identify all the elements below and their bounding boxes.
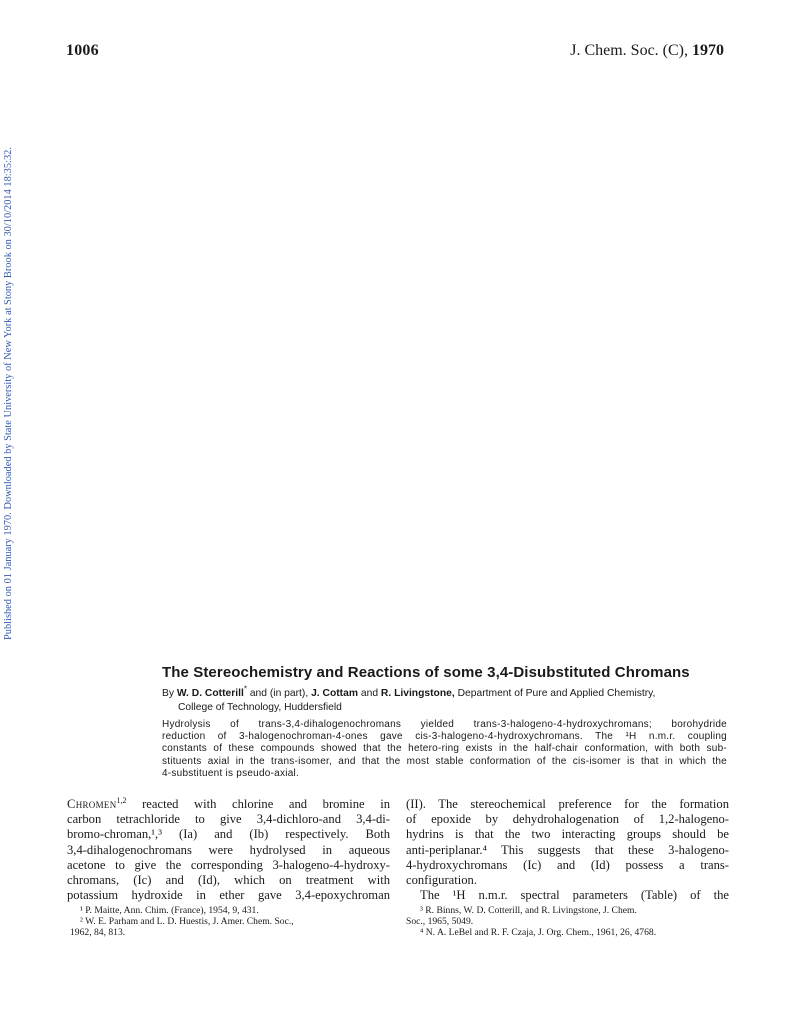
body-line: The ¹H n.m.r. spectral parameters (Table) of the	[420, 888, 729, 903]
affiliation-line-1: Department of Pure and Applied Chemistry,	[454, 688, 656, 699]
abstract-line: constants of these compounds showed that the hetero-ring exists in the half-chair conformation, with both sub-	[162, 743, 727, 755]
author-cotterill: W. D. Cotterill	[176, 688, 244, 699]
byline-by: By	[162, 688, 175, 699]
footnote: ³ R. Binns, W. D. Cotterill, and R. Livingstone, J. Chem.	[420, 905, 637, 916]
body-line: of epoxide by dehydrohalogenation of 1,2-halogeno-	[406, 812, 729, 827]
author-cottam: J. Cottam	[311, 688, 358, 699]
footnotes-left	[70, 905, 390, 939]
provenance-link[interactable]: Published on 01 January 1970. Downloaded by State University of New York at Stony Brook on 30/10/2014 18:35:32.	[3, 147, 14, 640]
footnote: Soc., 1965, 5049.	[406, 916, 474, 928]
body-line-text: reacted with chlorine and bromine in	[126, 797, 390, 811]
byline	[162, 684, 732, 715]
body-line: 4-hydroxychromans (Ic) and (Id) possess a trans-	[406, 857, 729, 872]
article-title: The Stereochemistry and Reactions of some 3,4-Disubstituted Chromans	[162, 664, 690, 681]
abstract-line: Hydrolysis of trans-3,4-dihalogenochromans yielded trans-3-halogeno-4-hydroxychromans; borohydride	[162, 719, 727, 730]
abstract-line: 4-substituent is pseudo-axial.	[162, 767, 300, 779]
journal-header	[570, 42, 724, 60]
corresponding-author-mark: *	[243, 684, 247, 694]
reference-marks: 1,2	[116, 795, 127, 805]
body-line: carbon tetrachloride to give 3,4-dichloro-and 3,4-di-	[67, 812, 390, 827]
footnote: ² W. E. Parham and L. D. Huestis, J. Amer. Chem. Soc.,	[80, 916, 294, 928]
body-line: acetone to give the corresponding 3-halogeno-4-hydroxy-	[67, 857, 390, 872]
footnotes-right	[406, 905, 729, 939]
dropcap-word: Chromen	[67, 797, 117, 811]
body-line: bromo-chroman,¹,³ (Ia) and (Ib) respectively. Both	[67, 827, 390, 842]
body-line: potassium hydroxide in ether gave 3,4-epoxychroman	[67, 888, 390, 903]
footnote: ¹ P. Maitte, Ann. Chim. (France), 1954, 9, 431.	[80, 905, 259, 916]
body-line: configuration.	[406, 873, 477, 888]
body-line: (II). The stereochemical preference for the formation	[406, 797, 729, 811]
body-column-right	[406, 797, 729, 903]
abstract-line: reduction of 3-halogenochroman-4-ones gave cis-3-halogeno-4-hydroxychromans. The ¹H n.m.r. coupling	[162, 731, 727, 743]
journal-year: 1970	[692, 42, 724, 59]
body-line	[67, 797, 390, 812]
body-line: 3,4-dihalogenochromans were hydrolysed in aqueous	[67, 842, 390, 857]
byline-and-in-part: and (in part),	[246, 688, 312, 699]
provenance-sidebar	[2, 40, 16, 640]
page-number: 1006	[66, 42, 99, 59]
body-line: hydrins is that the two interacting groups should be	[406, 827, 729, 842]
body-line: chromans, (Ic) and (Id), which on treatment with	[67, 873, 390, 888]
footnote: 1962, 84, 813.	[70, 927, 126, 939]
affiliation-line-2: College of Technology, Huddersfield	[178, 702, 342, 713]
body-line: anti-periplanar.⁴ This suggests that these 3-halogeno-	[406, 842, 729, 857]
abstract	[162, 719, 727, 780]
journal-name: J. Chem. Soc. (C),	[570, 42, 688, 59]
body-column-left	[67, 797, 390, 903]
footnote: ⁴ N. A. LeBel and R. F. Czaja, J. Org. Chem., 1961, 26, 4768.	[420, 927, 657, 939]
author-livingstone: R. Livingstone,	[380, 688, 455, 699]
abstract-line: stituents axial in the trans-isomer, and that the most stable conformation of the cis-isomer is that in which the	[162, 755, 727, 767]
byline-and: and	[358, 688, 381, 699]
